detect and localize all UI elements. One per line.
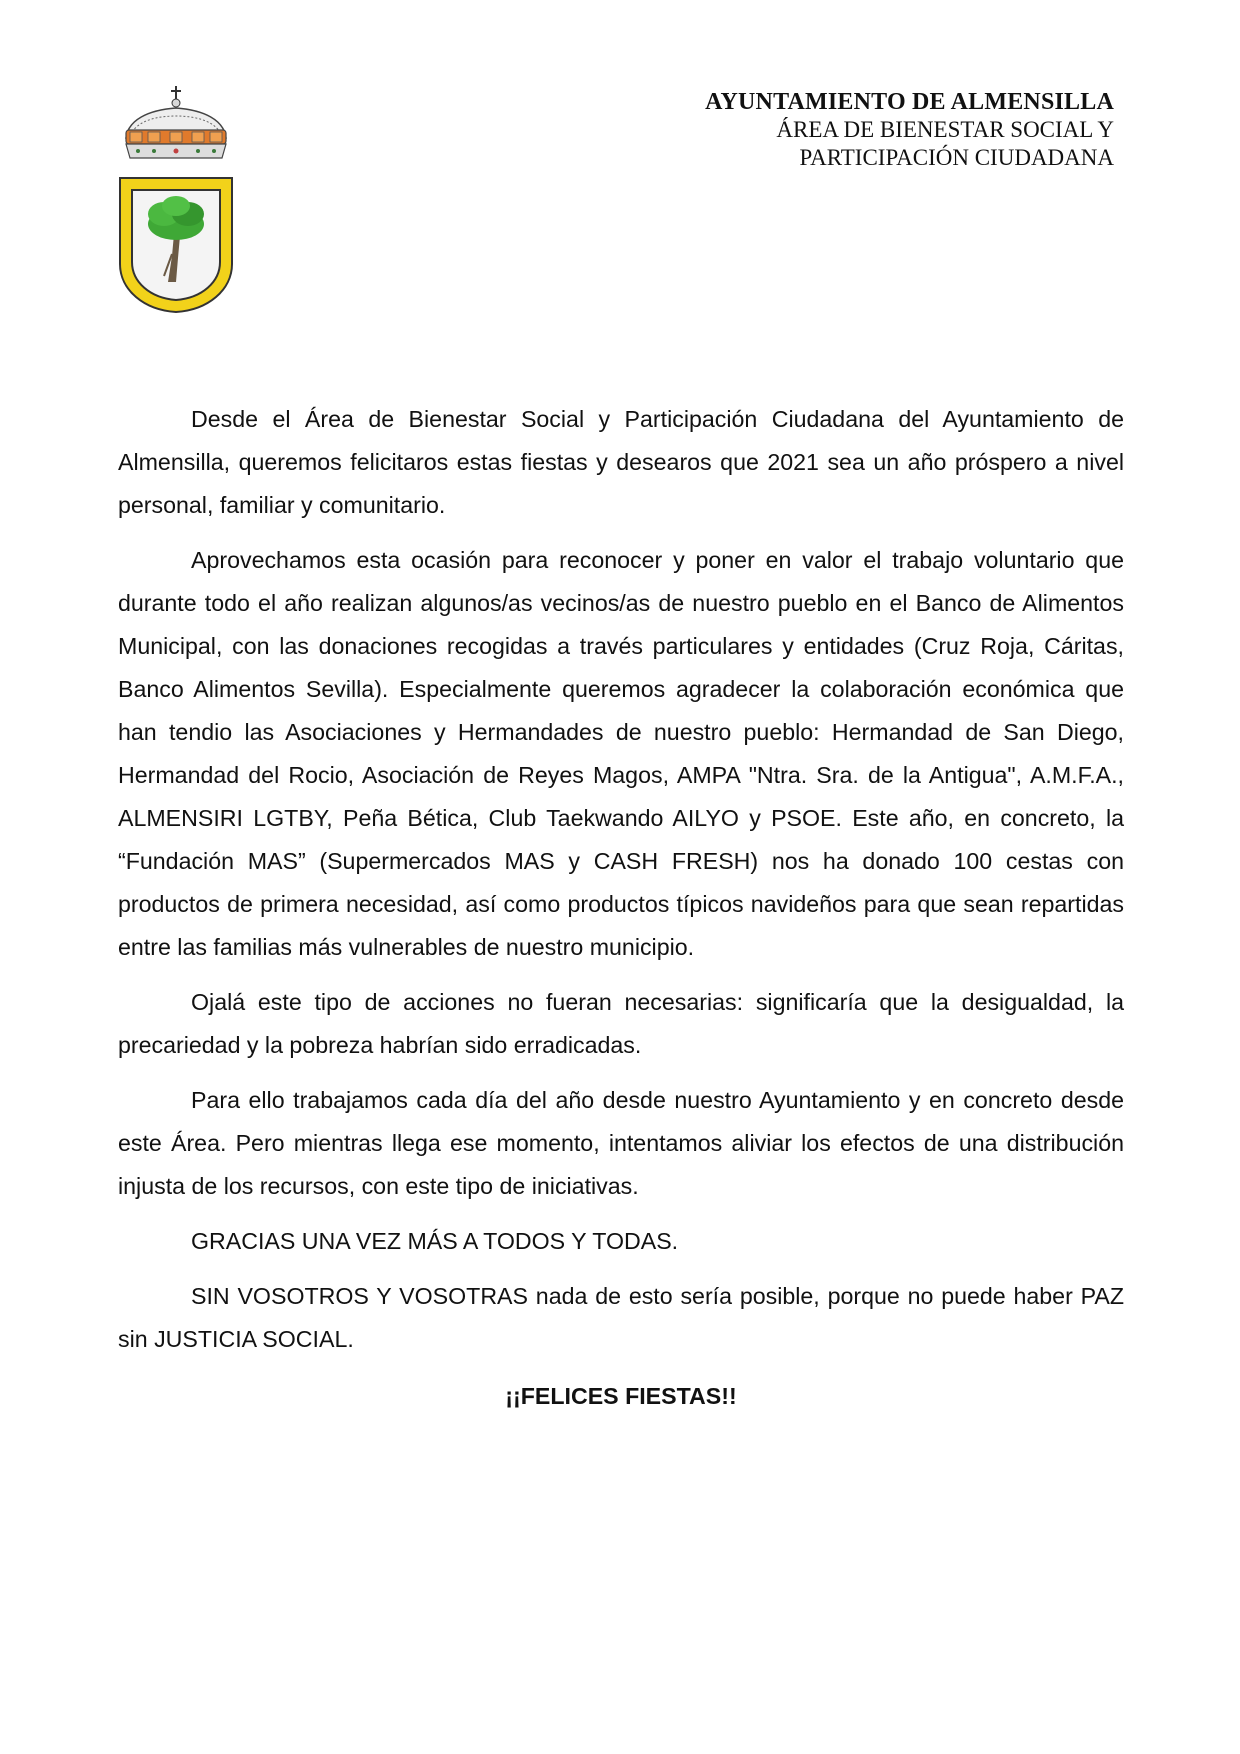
paragraph-acknowledgement: Aprovechamos esta ocasión para reconocer y poner en valor el trabajo voluntario que durante todo el año realizan algunos/as vecinos/as de nuestro pueblo en el Banco de Alimentos Municipal, con las donaciones recogidas a través particulares y entidades (Cruz Roja, Cáritas, Banco Alimentos Sevilla). Especialmente queremos agradecer la colaboración económica que han tendio las Asociaciones y Hermandades de nuestro pueblo: Hermandad de San Diego, Hermandad del Rocio, Asociación de Reyes Magos, AMPA "Ntra. Sra. de la Antigua", A.M.F.A., ALMENSIRI LGTBY, Peña Bética, Club Taekwando AILYO y PSOE. Este año, en concreto, la “Fundación MAS” (Supermercados MAS y CASH FRESH) nos ha donado 100 cestas con productos de primera necesidad, así como productos típicos navideños para que sean repartidas entre las familias más vulnerables de nuestro municipio. bbox=[118, 547, 1124, 960]
paragraph-thanks: GRACIAS UNA VEZ MÁS A TODOS Y TODAS. bbox=[191, 1228, 679, 1254]
crown-icon bbox=[126, 86, 226, 158]
paragraph-wish: Ojalá este tipo de acciones no fueran necesarias: significaría que la desigualdad, la precariedad y la pobreza habrían sido erradicadas. bbox=[118, 989, 1124, 1058]
coat-of-arms-icon bbox=[118, 86, 234, 314]
coat-of-arms-graphic bbox=[118, 86, 234, 314]
closing-greeting: ¡¡FELICES FIESTAS!! bbox=[505, 1383, 737, 1409]
paragraph-commitment: Para ello trabajamos cada día del año desde nuestro Ayuntamiento y en concreto desde este Área. Pero mientras llega ese momento, intentamos aliviar los efectos de una distribución injusta de los recursos, con este tipo de iniciativas. bbox=[118, 1087, 1124, 1199]
paragraph-social-justice: SIN VOSOTROS Y VOSOTRAS nada de esto sería posible, porque no puede haber PAZ sin JUSTICIA SOCIAL. bbox=[118, 1283, 1124, 1352]
department-line-1: ÁREA DE BIENESTAR SOCIAL Y bbox=[776, 117, 1114, 142]
department-line-2: PARTICIPACIÓN CIUDADANA bbox=[799, 145, 1114, 170]
letterhead bbox=[705, 88, 1114, 172]
paragraph-greeting: Desde el Área de Bienestar Social y Participación Ciudadana del Ayuntamiento de Almensilla, queremos felicitaros estas fiestas y desearos que 2021 sea un año próspero a nivel personal, familiar y comunitario. bbox=[118, 406, 1124, 518]
letter-body bbox=[118, 398, 1124, 1430]
organization-name: AYUNTAMIENTO DE ALMENSILLA bbox=[705, 89, 1114, 115]
